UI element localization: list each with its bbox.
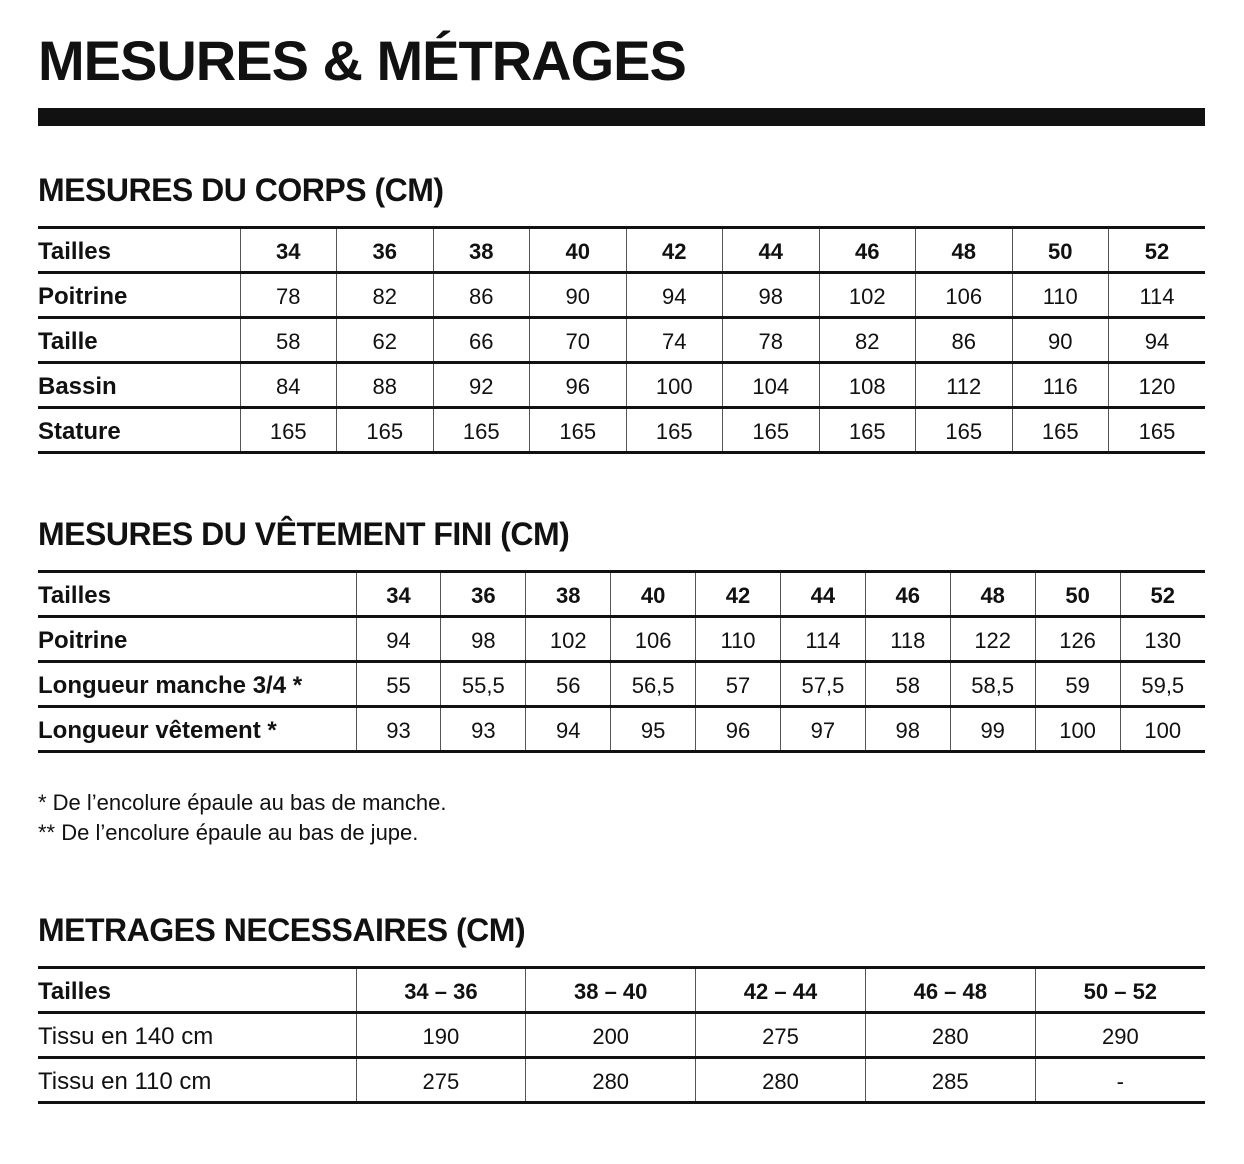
- row-label: Tailles: [38, 572, 356, 617]
- table-cell: 82: [337, 273, 434, 318]
- table-cell: 42 – 44: [696, 968, 866, 1013]
- table-cell: 165: [819, 408, 916, 453]
- table-cell: 108: [819, 363, 916, 408]
- table-row: [38, 617, 1205, 662]
- table-cell: 165: [530, 408, 627, 453]
- table-cell: 36: [441, 572, 526, 617]
- table-cell: 58: [240, 318, 337, 363]
- table-cell: 66: [433, 318, 530, 363]
- table-cell: 165: [337, 408, 434, 453]
- table-cell: 165: [626, 408, 723, 453]
- table-cell: 290: [1035, 1013, 1205, 1058]
- table-cell: 78: [240, 273, 337, 318]
- table-cell: 58,5: [950, 662, 1035, 707]
- table-cell: 86: [433, 273, 530, 318]
- table-cell: 122: [950, 617, 1035, 662]
- table-cell: 96: [696, 707, 781, 752]
- table-cell: 84: [240, 363, 337, 408]
- table-cell: 88: [337, 363, 434, 408]
- table-header-row: [38, 968, 1205, 1013]
- table-cell: 165: [1109, 408, 1206, 453]
- row-label: Tailles: [38, 228, 240, 273]
- table-cell: 38 – 40: [526, 968, 696, 1013]
- page-title: MESURES & MÉTRAGES: [38, 29, 686, 92]
- table-cell: 90: [530, 273, 627, 318]
- table-cell: 74: [626, 318, 723, 363]
- table-cell: 100: [626, 363, 723, 408]
- table-cell: 78: [723, 318, 820, 363]
- table-cell: 118: [865, 617, 950, 662]
- table-cell: 94: [626, 273, 723, 318]
- table-cell: 52: [1109, 228, 1206, 273]
- table-row: [38, 363, 1205, 408]
- table-cell: 38: [526, 572, 611, 617]
- table-cell: 97: [780, 707, 865, 752]
- row-label: Tissu en 140 cm: [38, 1013, 356, 1058]
- table-row: [38, 662, 1205, 707]
- table-cell: 280: [696, 1058, 866, 1103]
- table-cell: 110: [1012, 273, 1109, 318]
- table-cell: 57,5: [780, 662, 865, 707]
- table-cell: 36: [337, 228, 434, 273]
- body-measurements-heading: MESURES DU CORPS (CM): [38, 172, 444, 208]
- table-cell: 44: [780, 572, 865, 617]
- table-cell: 112: [916, 363, 1013, 408]
- table-cell: 110: [696, 617, 781, 662]
- table-cell: 98: [723, 273, 820, 318]
- row-label: Longueur manche 3/4 *: [38, 662, 356, 707]
- footnote: ** De l’encolure épaule au bas de jupe.: [38, 820, 419, 845]
- table-cell: 93: [356, 707, 441, 752]
- table-header-row: [38, 572, 1205, 617]
- table-cell: 99: [950, 707, 1035, 752]
- table-cell: 55: [356, 662, 441, 707]
- table-cell: 52: [1120, 572, 1205, 617]
- table-cell: 94: [356, 617, 441, 662]
- table-row: [38, 707, 1205, 752]
- row-label: Bassin: [38, 363, 240, 408]
- row-label: Poitrine: [38, 273, 240, 318]
- footnotes: [38, 788, 447, 848]
- table-cell: 95: [611, 707, 696, 752]
- table-cell: 40: [611, 572, 696, 617]
- table-cell: 50 – 52: [1035, 968, 1205, 1013]
- row-label: Taille: [38, 318, 240, 363]
- table-cell: 94: [1109, 318, 1206, 363]
- table-cell: 50: [1035, 572, 1120, 617]
- table-cell: 165: [723, 408, 820, 453]
- garment-measurements-heading: MESURES DU VÊTEMENT FINI (CM): [38, 516, 570, 552]
- table-cell: 34 – 36: [356, 968, 526, 1013]
- table-cell: 102: [819, 273, 916, 318]
- row-label: Longueur vêtement *: [38, 707, 356, 752]
- table-cell: 275: [356, 1058, 526, 1103]
- table-cell: 275: [696, 1013, 866, 1058]
- table-cell: 70: [530, 318, 627, 363]
- table-cell: 34: [356, 572, 441, 617]
- table-cell: 114: [780, 617, 865, 662]
- row-label: Poitrine: [38, 617, 356, 662]
- table-cell: 44: [723, 228, 820, 273]
- garment-measurements-table: [38, 570, 1205, 753]
- table-cell: 165: [916, 408, 1013, 453]
- table-cell: 116: [1012, 363, 1109, 408]
- table-cell: 42: [626, 228, 723, 273]
- table-cell: 93: [441, 707, 526, 752]
- table-cell: 56: [526, 662, 611, 707]
- table-cell: 190: [356, 1013, 526, 1058]
- table-cell: 48: [916, 228, 1013, 273]
- table-cell: 42: [696, 572, 781, 617]
- table-cell: 90: [1012, 318, 1109, 363]
- footnote: * De l’encolure épaule au bas de manche.: [38, 790, 447, 815]
- table-cell: 46 – 48: [865, 968, 1035, 1013]
- table-cell: 104: [723, 363, 820, 408]
- table-cell: 100: [1120, 707, 1205, 752]
- table-cell: 40: [530, 228, 627, 273]
- table-cell: 165: [240, 408, 337, 453]
- fabric-requirements-heading: METRAGES NECESSAIRES (CM): [38, 912, 526, 948]
- table-cell: 59,5: [1120, 662, 1205, 707]
- table-cell: 38: [433, 228, 530, 273]
- table-cell: 48: [950, 572, 1035, 617]
- table-cell: 46: [819, 228, 916, 273]
- table-cell: 114: [1109, 273, 1206, 318]
- body-measurements-table: [38, 226, 1205, 454]
- table-cell: 59: [1035, 662, 1120, 707]
- table-cell: 106: [611, 617, 696, 662]
- table-cell: 86: [916, 318, 1013, 363]
- table-cell: 98: [865, 707, 950, 752]
- table-row: [38, 408, 1205, 453]
- table-cell: 126: [1035, 617, 1120, 662]
- table-cell: 62: [337, 318, 434, 363]
- table-cell: 100: [1035, 707, 1120, 752]
- title-divider: [38, 108, 1205, 126]
- table-cell: 165: [433, 408, 530, 453]
- table-cell: 280: [865, 1013, 1035, 1058]
- fabric-requirements-table: [38, 966, 1205, 1104]
- row-label: Tailles: [38, 968, 356, 1013]
- table-cell: 120: [1109, 363, 1206, 408]
- table-cell: 285: [865, 1058, 1035, 1103]
- table-cell: 82: [819, 318, 916, 363]
- table-cell: 98: [441, 617, 526, 662]
- table-cell: -: [1035, 1058, 1205, 1103]
- table-cell: 57: [696, 662, 781, 707]
- table-cell: 102: [526, 617, 611, 662]
- table-cell: 58: [865, 662, 950, 707]
- row-label: Stature: [38, 408, 240, 453]
- table-cell: 165: [1012, 408, 1109, 453]
- table-row: [38, 1013, 1205, 1058]
- table-cell: 92: [433, 363, 530, 408]
- table-header-row: [38, 228, 1205, 273]
- table-row: [38, 273, 1205, 318]
- table-cell: 56,5: [611, 662, 696, 707]
- table-cell: 106: [916, 273, 1013, 318]
- table-cell: 200: [526, 1013, 696, 1058]
- row-label: Tissu en 110 cm: [38, 1058, 356, 1103]
- table-cell: 96: [530, 363, 627, 408]
- table-row: [38, 318, 1205, 363]
- table-cell: 50: [1012, 228, 1109, 273]
- table-cell: 280: [526, 1058, 696, 1103]
- table-cell: 94: [526, 707, 611, 752]
- table-cell: 55,5: [441, 662, 526, 707]
- table-cell: 46: [865, 572, 950, 617]
- table-cell: 34: [240, 228, 337, 273]
- table-cell: 130: [1120, 617, 1205, 662]
- table-row: [38, 1058, 1205, 1103]
